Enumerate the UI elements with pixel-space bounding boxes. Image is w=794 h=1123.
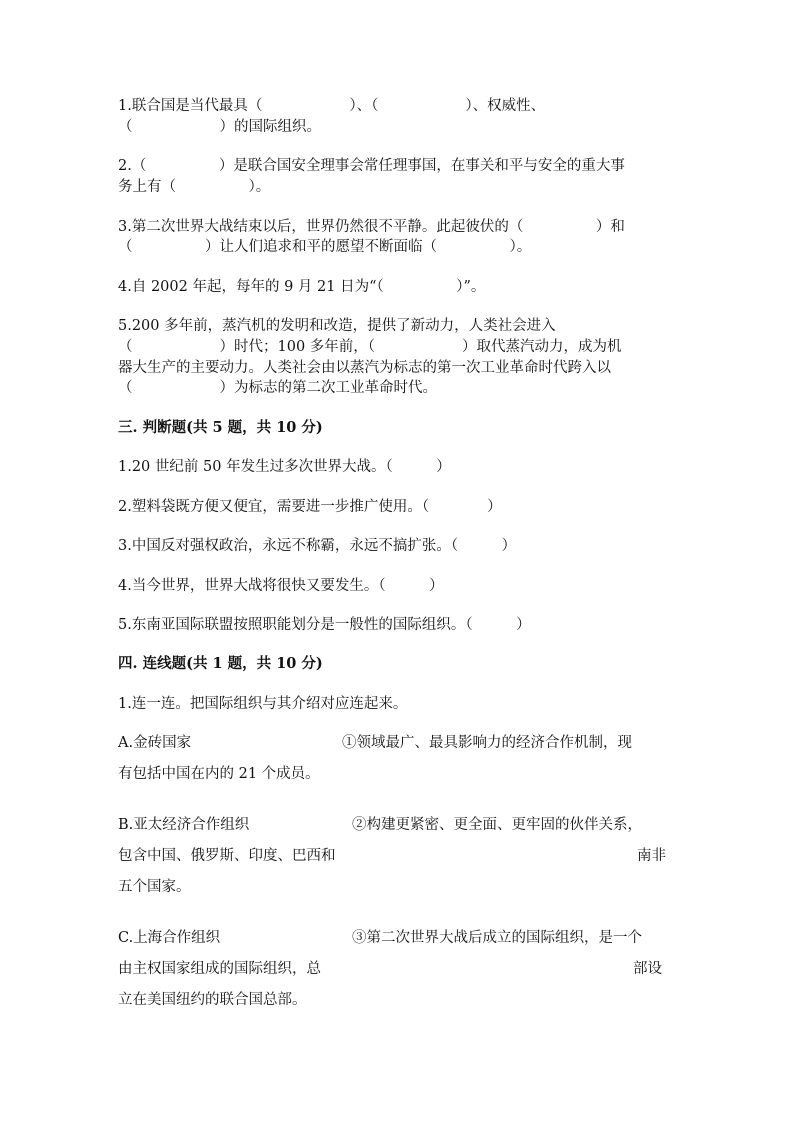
- fill-q3-line1: 3.第二次世界大战结束以后，世界仍然很不平静。此起彼伏的（ ）和: [118, 219, 625, 235]
- match-desc-1-line1: ①领域最广、最具影响力的经济合作机制，现: [342, 735, 632, 751]
- fill-q5-line2: （ ）时代；100 多年前，（ ）取代蒸汽动力，成为机: [118, 339, 622, 355]
- judge-q2: 2.塑料袋既方便又便宜，需要进一步推广使用。（ ）: [118, 499, 502, 515]
- match-org-b: B.亚太经济合作组织: [118, 817, 250, 833]
- match-desc-3-line1: ③第二次世界大战后成立的国际组织，是一个: [352, 930, 642, 946]
- match-desc-2-line3: 五个国家。: [118, 879, 191, 895]
- fill-q1-line2: （ ）的国际组织。: [118, 119, 321, 135]
- fill-q5-line1: 5.200 多年前，蒸汽机的发明和改造，提供了新动力，人类社会进入: [118, 318, 556, 334]
- judge-q1: 1.20 世纪前 50 年发生过多次世界大战。（ ）: [118, 459, 451, 475]
- fill-q5-line3: 器大生产的主要动力。人类社会由以蒸汽为标志的第一次工业革命时代跨入以: [118, 360, 611, 376]
- match-desc-3-line2-tail: 部设: [633, 961, 662, 977]
- match-desc-1-line2: 有包括中国在内的 21 个成员。: [118, 766, 320, 782]
- fill-q2-line1: 2.（ ）是联合国安全理事会常任理事国，在事关和平与安全的重大事: [118, 158, 625, 174]
- fill-q3-line2: （ ）让人们追求和平的愿望不断面临（ ）。: [118, 239, 532, 255]
- judge-q3: 3.中国反对强权政治，永远不称霸，永远不搞扩张。（ ）: [118, 538, 517, 554]
- judge-q4: 4.当今世界，世界大战将很快又要发生。（ ）: [118, 578, 444, 594]
- match-desc-2-line2: 包含中国、俄罗斯、印度、巴西和: [118, 848, 336, 864]
- fill-q2-line2: 务上有（ ）。: [118, 179, 271, 195]
- fill-q4-line1: 4.自 2002 年起，每年的 9 月 21 日为“（ ）”。: [118, 279, 486, 295]
- match-desc-3-line2: 由主权国家组成的国际组织，总: [118, 961, 321, 977]
- section-match-title: 四. 连线题(共 1 题，共 10 分): [118, 655, 323, 672]
- match-org-a: A.金砖国家: [118, 735, 192, 751]
- fill-q1-line1: 1.联合国是当代最具（ ）、（ ）、权威性、: [118, 98, 546, 114]
- section-judge-title: 三. 判断题(共 5 题，共 10 分): [118, 419, 323, 436]
- match-desc-2-line2-tail: 南非: [637, 848, 666, 864]
- match-question: 1.连一连。把国际组织与其介绍对应连起来。: [118, 696, 408, 712]
- match-desc-2-line1: ②构建更紧密、更全面、更牢固的伙伴关系，: [352, 817, 642, 833]
- match-desc-3-line3: 立在美国纽约的联合国总部。: [118, 992, 307, 1008]
- match-org-c: C.上海合作组织: [118, 930, 221, 946]
- fill-q5-line4: （ ）为标志的第二次工业革命时代。: [118, 380, 437, 396]
- judge-q5: 5.东南亚国际联盟按照职能划分是一般性的国际组织。（ ）: [118, 617, 531, 633]
